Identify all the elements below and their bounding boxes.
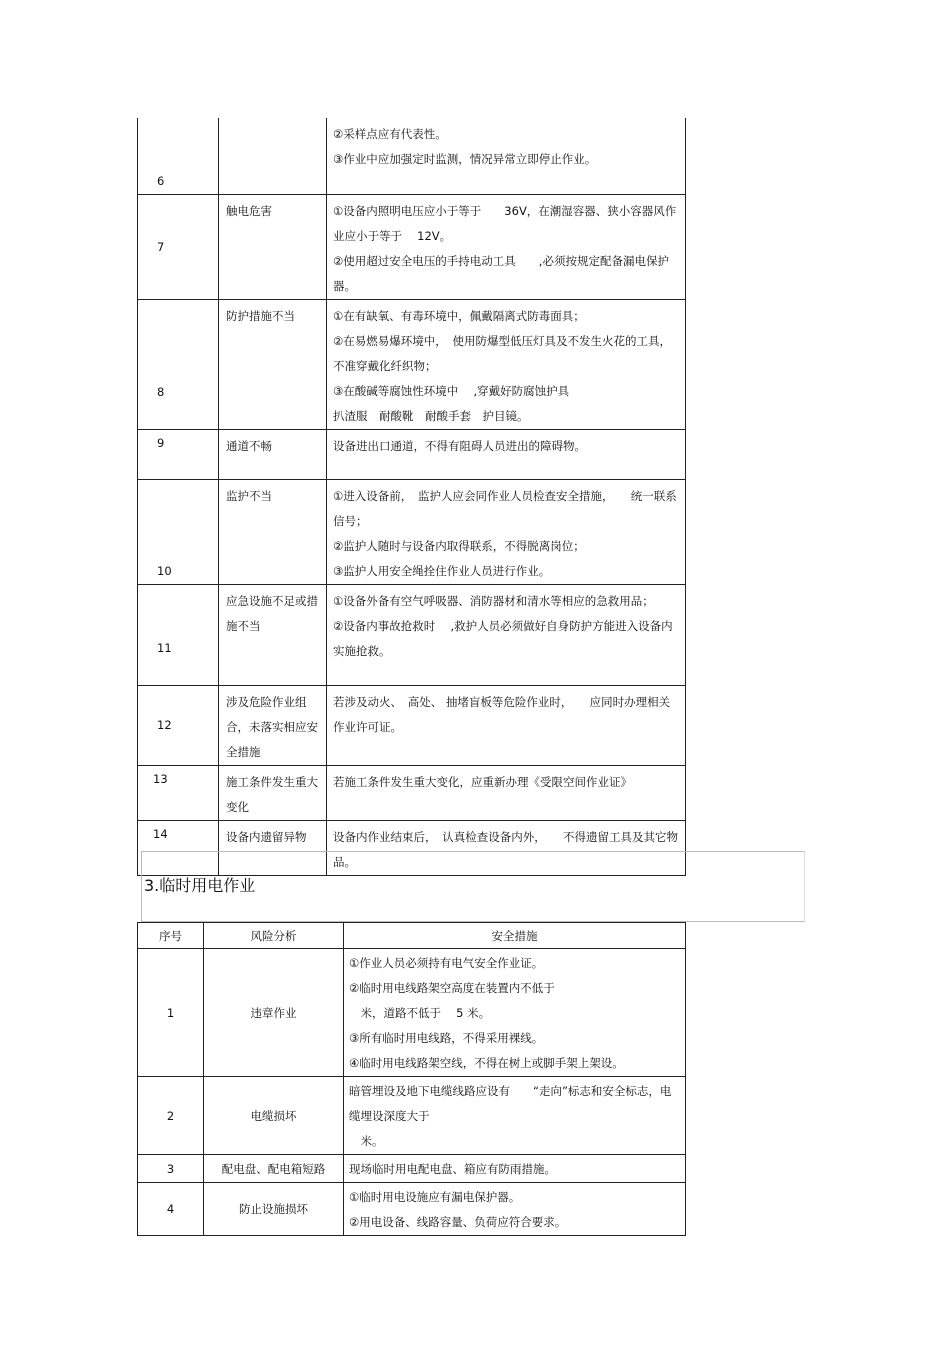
row-number: 4 — [138, 1183, 204, 1236]
risk-cell: 设备内遗留异物 — [219, 820, 327, 875]
risk-cell: 监护不当 — [219, 479, 327, 584]
risk-cell: 防止设施损坏 — [204, 1183, 344, 1236]
measure-line: ④临时用电线路架空线，不得在树上或脚手架上架设。 — [349, 1056, 624, 1070]
measure-line: 扒渣服 耐酸靴 耐酸手套 护目镜。 — [333, 408, 529, 423]
section-title: 3.临时用电作业 — [144, 876, 256, 895]
table-row — [138, 194, 686, 299]
measures-cell — [344, 1155, 686, 1183]
measure-line: 设备进出口通道，不得有阻碍人员进出的障碍物。 — [333, 438, 586, 453]
table-row — [138, 685, 686, 765]
risk-cell: 违章作业 — [204, 949, 344, 1077]
risk-cell: 通道不畅 — [219, 429, 327, 479]
risk-cell: 触电危害 — [219, 194, 327, 299]
measure-line: ①进入设备前， 监护人应会同作业人员检查安全措施， 统一联系信号； — [333, 488, 677, 528]
measures-cell — [327, 765, 686, 820]
measures-cell — [327, 685, 686, 765]
measures-cell — [327, 118, 686, 194]
table-row — [138, 118, 686, 194]
measure-line: 若涉及动火、 高处、 抽堵盲板等危险作业时， 应同时办理相关作业许可证。 — [333, 694, 671, 734]
risk-measures-table-confined-space — [137, 118, 686, 876]
row-number: 11 — [138, 584, 219, 685]
header-risk: 风险分析 — [204, 923, 344, 949]
measure-line: 设备内作业结束后， 认真检查设备内外， 不得遗留工具及其它物品。 — [333, 829, 678, 869]
table-row — [138, 1183, 686, 1236]
row-number: 9 — [138, 429, 219, 479]
measure-line: ①设备内照明电压应小于等于 36V，在潮湿容器、狭小容器风作业应小于等于 12V。 — [333, 203, 677, 243]
measures-cell — [344, 949, 686, 1077]
risk-cell: 施工条件发生重大变化 — [219, 765, 327, 820]
table-row — [138, 949, 686, 1077]
table-row — [138, 429, 686, 479]
measure-line: ③所有临时用电线路，不得采用裸线。 — [349, 1031, 544, 1045]
table-header-row — [138, 923, 686, 949]
table-row — [138, 479, 686, 584]
measure-line: ②设备内事故抢救时 ,救护人员必须做好自身防护方能进入设备内实施抢救。 — [333, 618, 673, 658]
risk-cell: 应急设施不足或措施不当 — [219, 584, 327, 685]
measure-line: ②采样点应有代表性。 — [333, 127, 447, 141]
measure-line: ③监护人用安全绳拴住作业人员进行作业。 — [333, 563, 551, 578]
table-row — [138, 765, 686, 820]
risk-cell: 配电盘、配电箱短路 — [204, 1155, 344, 1183]
risk-measures-table-temporary-power — [137, 922, 686, 1236]
risk-cell — [219, 118, 327, 194]
table-row — [138, 584, 686, 685]
measure-line: 暗管埋设及地下电缆线路应设有 “走向”标志和安全标志，电缆埋设深度大于 — [349, 1084, 672, 1123]
measure-line: ③作业中应加强定时监测，情况异常立即停止作业。 — [333, 152, 597, 166]
measure-line: ②用电设备、线路容量、负荷应符合要求。 — [349, 1215, 567, 1229]
measure-line: ②监护人随时与设备内取得联系，不得脱离岗位； — [333, 538, 585, 553]
measures-cell — [327, 299, 686, 429]
row-number: 2 — [138, 1077, 204, 1155]
measure-line: ②使用超过安全电压的手持电动工具 ,必须按规定配备漏电保护器。 — [333, 253, 669, 293]
row-number: 3 — [138, 1155, 204, 1183]
row-number: 6 — [138, 118, 219, 194]
header-measures: 安全措施 — [344, 923, 686, 949]
measure-line: 若施工条件发生重大变化，应重新办理《受限空间作业证》 — [333, 774, 632, 789]
row-number: 1 — [138, 949, 204, 1077]
table-row — [138, 1155, 686, 1183]
measure-line: ①临时用电设施应有漏电保护器。 — [349, 1190, 521, 1204]
measure-line: ②在易燃易爆环境中， 使用防爆型低压灯具及不发生火花的工具，不准穿戴化纤织物； — [333, 333, 672, 373]
row-number: 12 — [138, 685, 219, 765]
measures-cell — [327, 429, 686, 479]
measure-line: ③在酸碱等腐蚀性环境中 ,穿戴好防腐蚀护具 — [333, 383, 570, 398]
measure-line: ①在有缺氧、有毒环境中，佩戴隔离式防毒面具； — [333, 308, 585, 323]
risk-cell: 电缆损坏 — [204, 1077, 344, 1155]
row-number: 13 — [138, 765, 219, 820]
measure-line: ①作业人员必须持有电气安全作业证。 — [349, 956, 544, 970]
measures-cell — [327, 479, 686, 584]
measures-cell — [327, 584, 686, 685]
risk-cell: 防护措施不当 — [219, 299, 327, 429]
measure-line: 米。 — [349, 1134, 384, 1148]
measures-cell — [327, 194, 686, 299]
row-number: 7 — [138, 194, 219, 299]
measures-cell — [344, 1077, 686, 1155]
table-row — [138, 299, 686, 429]
measures-cell — [344, 1183, 686, 1236]
measure-line: ②临时用电线路架空高度在装置内不低于 — [349, 981, 555, 995]
header-no: 序号 — [138, 923, 204, 949]
table-row — [138, 1077, 686, 1155]
measure-line: ①设备外备有空气呼吸器、消防器材和清水等相应的急救用品； — [333, 593, 654, 608]
row-number: 8 — [138, 299, 219, 429]
measure-line: 现场临时用电配电盘、箱应有防雨措施。 — [349, 1162, 556, 1176]
row-number: 10 — [138, 479, 219, 584]
measure-line: 米，道路不低于 5 米。 — [349, 1006, 491, 1020]
risk-cell: 涉及危险作业组合，未落实相应安全措施 — [219, 685, 327, 765]
row-number: 14 — [138, 820, 219, 875]
